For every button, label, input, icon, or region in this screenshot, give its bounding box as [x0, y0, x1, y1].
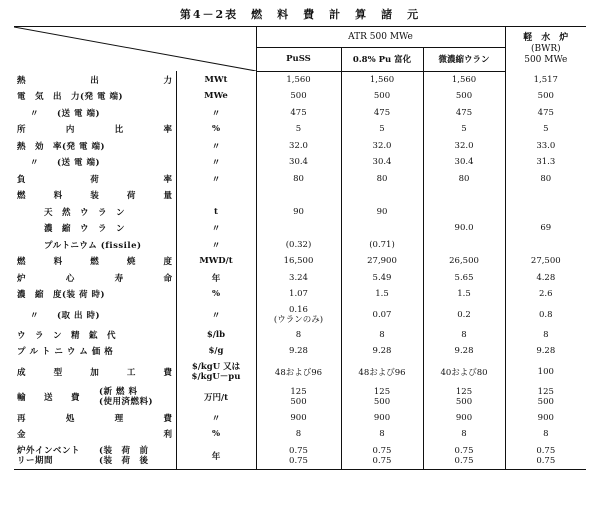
row-label: 電 気 出 力(発 電 端) — [17, 92, 123, 103]
cell-lwr: 0.8 — [505, 303, 586, 327]
table-row — [14, 327, 586, 344]
row-label: プルトニウム (fissile) — [44, 240, 142, 251]
table-row — [14, 88, 586, 105]
table-row — [14, 270, 586, 287]
row-unit-line2: $/kgU－pu — [191, 371, 241, 382]
row-label: 天 然 ウ ラ ン — [44, 207, 126, 218]
cell-lwr: 2.6 — [505, 286, 586, 303]
row-unit: MWt — [176, 71, 256, 88]
header-pu08: 0.8% Pu 富化 — [341, 48, 423, 71]
cell-puss-note: (ウランのみ) — [273, 314, 324, 325]
row-label: 濃 縮 ウ ラ ン — [44, 224, 126, 235]
table-row — [14, 343, 586, 360]
row-label: 燃 料 燃 焼 度 — [17, 257, 173, 268]
cell-puss — [256, 220, 341, 237]
row-label: 成 型 加 工 費 — [17, 367, 173, 378]
row-unit: 〃 — [176, 303, 256, 327]
header-lwr — [505, 27, 586, 72]
cell-puss: 80 — [256, 171, 341, 188]
row-unit: 〃 — [176, 171, 256, 188]
cell-pu08: 90 — [341, 204, 423, 221]
row-label-sub2: (装 荷 後 — [99, 455, 149, 466]
cell-lwr — [505, 237, 586, 254]
cell-lwr: 8 — [505, 426, 586, 443]
row-unit — [176, 360, 256, 384]
row-unit: $/lb — [176, 327, 256, 344]
row-label: 〃 (送 電 端) — [30, 158, 100, 169]
cell-lwr: 900 — [505, 410, 586, 427]
table-row — [14, 220, 586, 237]
cell-pu08: 500 — [341, 88, 423, 105]
cell-pu08: 900 — [341, 410, 423, 427]
cell-value-2: 500 — [537, 396, 554, 407]
cell-slight: 500 — [423, 88, 505, 105]
cell-puss: 30.4 — [256, 154, 341, 171]
row-label: 濃 縮 度(装 荷 時) — [17, 290, 105, 301]
row-label-sub2: (使用済燃料) — [99, 396, 154, 407]
table-row — [14, 154, 586, 171]
cell-value-2: 0.75 — [454, 455, 474, 466]
cell-pu08: 9.28 — [341, 343, 423, 360]
header-lwr-line3: 500 MWe — [524, 54, 568, 65]
cell-lwr: 4.28 — [505, 270, 586, 287]
cell-lwr — [505, 384, 586, 410]
cell-value-2: 0.75 — [536, 455, 556, 466]
cell-slight: 900 — [423, 410, 505, 427]
cell-puss — [256, 303, 341, 327]
cell-lwr: 69 — [505, 220, 586, 237]
cell-lwr — [505, 204, 586, 221]
table-row — [14, 253, 586, 270]
row-unit: 〃 — [176, 138, 256, 155]
row-label: 〃 (送 電 端) — [30, 108, 100, 119]
cell-value-1: 0.75 — [536, 445, 556, 456]
cell-pu08: 48および96 — [341, 360, 423, 384]
cell-puss: 8 — [256, 426, 341, 443]
cell-slight: 32.0 — [423, 138, 505, 155]
cell-puss: (0.32) — [256, 237, 341, 254]
cell-puss: 90 — [256, 204, 341, 221]
cell-slight — [423, 237, 505, 254]
fuel-cost-table — [14, 26, 586, 470]
table-row — [14, 410, 586, 427]
header-slight: 微濃縮ウラン — [423, 48, 505, 71]
header-atr: ATR 500 MWe — [256, 27, 505, 48]
table-row — [14, 303, 586, 327]
cell-lwr: 31.3 — [505, 154, 586, 171]
row-unit: 〃 — [176, 105, 256, 122]
table-row — [14, 286, 586, 303]
cell-pu08 — [341, 443, 423, 470]
table-row — [14, 105, 586, 122]
cell-puss-value: 0.16 — [289, 304, 308, 315]
cell-lwr: 33.0 — [505, 138, 586, 155]
row-unit — [176, 187, 256, 204]
cell-puss: 9.28 — [256, 343, 341, 360]
cell-puss — [256, 187, 341, 204]
table-row — [14, 360, 586, 384]
row-label: 炉 心 寿 命 — [17, 273, 173, 284]
row-label: 再 処 理 費 — [17, 413, 173, 424]
row-unit: % — [176, 121, 256, 138]
row-unit: % — [176, 286, 256, 303]
cell-value-1: 125 — [373, 386, 391, 397]
cell-slight: 26,500 — [423, 253, 505, 270]
row-label: 所 内 比 率 — [17, 125, 173, 136]
cell-pu08 — [341, 220, 423, 237]
cell-slight — [423, 187, 505, 204]
corner-diagonal — [14, 27, 256, 71]
cell-pu08: 30.4 — [341, 154, 423, 171]
cell-slight: 5.65 — [423, 270, 505, 287]
cell-pu08: 475 — [341, 105, 423, 122]
row-unit: 年 — [176, 270, 256, 287]
row-label-sub1: (新 燃 料 — [99, 386, 138, 397]
row-label: ウ ラ ン 精 鉱 代 — [17, 330, 117, 341]
cell-lwr: 500 — [505, 88, 586, 105]
row-unit: 〃 — [176, 220, 256, 237]
cell-lwr: 9.28 — [505, 343, 586, 360]
cell-lwr: 27,500 — [505, 253, 586, 270]
cell-puss: 8 — [256, 327, 341, 344]
table-row — [14, 187, 586, 204]
row-label-line2: リー期間 — [17, 455, 54, 466]
row-label: プ ル ト ニ ウ ム 価 格 — [17, 347, 114, 358]
cell-slight: 40および80 — [423, 360, 505, 384]
cell-value-1: 125 — [537, 386, 554, 397]
cell-pu08: 1,560 — [341, 71, 423, 88]
cell-slight: 9.28 — [423, 343, 505, 360]
row-label-main: 輸 送 費 — [17, 392, 81, 403]
row-unit: 〃 — [176, 154, 256, 171]
cell-value-2: 0.75 — [289, 455, 308, 466]
cell-slight: 8 — [423, 327, 505, 344]
cell-value-2: 500 — [455, 396, 473, 407]
header-puss: PuSS — [256, 48, 341, 71]
cell-slight: 80 — [423, 171, 505, 188]
table-row — [14, 138, 586, 155]
cell-puss: 475 — [256, 105, 341, 122]
cell-lwr — [505, 443, 586, 470]
cell-value-2: 500 — [373, 396, 391, 407]
cell-pu08 — [341, 384, 423, 410]
cell-lwr: 100 — [505, 360, 586, 384]
row-unit: 〃 — [176, 237, 256, 254]
row-label: 燃 料 装 荷 量 — [17, 191, 173, 202]
cell-puss: 3.24 — [256, 270, 341, 287]
cell-slight: 30.4 — [423, 154, 505, 171]
header-lwr-line2: (BWR) — [530, 43, 561, 54]
cell-slight: 475 — [423, 105, 505, 122]
cell-lwr: 80 — [505, 171, 586, 188]
row-label: 負 荷 率 — [17, 174, 173, 185]
table-row — [14, 71, 586, 88]
cell-puss — [256, 384, 341, 410]
row-unit: $/g — [176, 343, 256, 360]
cell-slight: 8 — [423, 426, 505, 443]
row-label — [14, 384, 176, 410]
cell-lwr — [505, 187, 586, 204]
cell-slight: 90.0 — [423, 220, 505, 237]
cell-puss: 900 — [256, 410, 341, 427]
row-unit: 年 — [176, 443, 256, 470]
cell-pu08: 1.5 — [341, 286, 423, 303]
table-row — [14, 426, 586, 443]
cell-pu08: 0.07 — [341, 303, 423, 327]
row-unit: % — [176, 426, 256, 443]
cell-puss: 1.07 — [256, 286, 341, 303]
cell-pu08: 8 — [341, 426, 423, 443]
table-title: 第4－2表 燃 料 費 計 算 諸 元 — [179, 8, 421, 21]
cell-value-2: 0.75 — [372, 455, 392, 466]
table-row — [14, 443, 586, 470]
table-row — [14, 384, 586, 410]
cell-puss: 5 — [256, 121, 341, 138]
cell-pu08: (0.71) — [341, 237, 423, 254]
cell-pu08: 27,900 — [341, 253, 423, 270]
cell-slight: 1.5 — [423, 286, 505, 303]
cell-puss: 500 — [256, 88, 341, 105]
cell-value-1: 0.75 — [289, 445, 308, 456]
row-label: 〃 (取 出 時) — [30, 310, 100, 321]
row-unit: MWD/t — [176, 253, 256, 270]
row-label: 熱 出 力 — [17, 75, 173, 86]
cell-pu08: 8 — [341, 327, 423, 344]
cell-slight — [423, 384, 505, 410]
row-label-line1: 炉外インベント — [17, 445, 81, 456]
cell-slight: 1,560 — [423, 71, 505, 88]
table-row — [14, 237, 586, 254]
cell-value-1: 0.75 — [372, 445, 392, 456]
cell-pu08 — [341, 187, 423, 204]
table-row — [14, 171, 586, 188]
cell-pu08: 5.49 — [341, 270, 423, 287]
cell-lwr: 1,517 — [505, 71, 586, 88]
cell-pu08: 5 — [341, 121, 423, 138]
cell-slight — [423, 443, 505, 470]
cell-puss — [256, 443, 341, 470]
header-lwr-line1: 軽 水 炉 — [523, 32, 569, 43]
cell-puss: 32.0 — [256, 138, 341, 155]
cell-puss: 16,500 — [256, 253, 341, 270]
cell-value-1: 125 — [455, 386, 473, 397]
cell-value-2: 500 — [290, 396, 307, 407]
cell-lwr: 8 — [505, 327, 586, 344]
cell-value-1: 125 — [290, 386, 307, 397]
cell-lwr: 475 — [505, 105, 586, 122]
cell-lwr: 5 — [505, 121, 586, 138]
cell-slight: 5 — [423, 121, 505, 138]
cell-slight — [423, 204, 505, 221]
row-label: 金 利 — [17, 430, 173, 441]
row-unit: MWe — [176, 88, 256, 105]
table-row — [14, 121, 586, 138]
cell-slight: 0.2 — [423, 303, 505, 327]
row-unit: t — [176, 204, 256, 221]
table-row — [14, 204, 586, 221]
header-corner — [14, 27, 256, 72]
cell-puss: 1,560 — [256, 71, 341, 88]
cell-pu08: 80 — [341, 171, 423, 188]
cell-puss: 48および96 — [256, 360, 341, 384]
row-label-sub1: (装 荷 前 — [99, 445, 149, 456]
row-unit: 〃 — [176, 410, 256, 427]
cell-pu08: 32.0 — [341, 138, 423, 155]
row-label: 熱 効 率(発 電 端) — [17, 141, 105, 152]
row-unit: 万円/t — [176, 384, 256, 410]
row-label — [14, 443, 176, 470]
row-unit-line1: $/kgU 又は — [191, 361, 241, 372]
cell-value-1: 0.75 — [454, 445, 474, 456]
